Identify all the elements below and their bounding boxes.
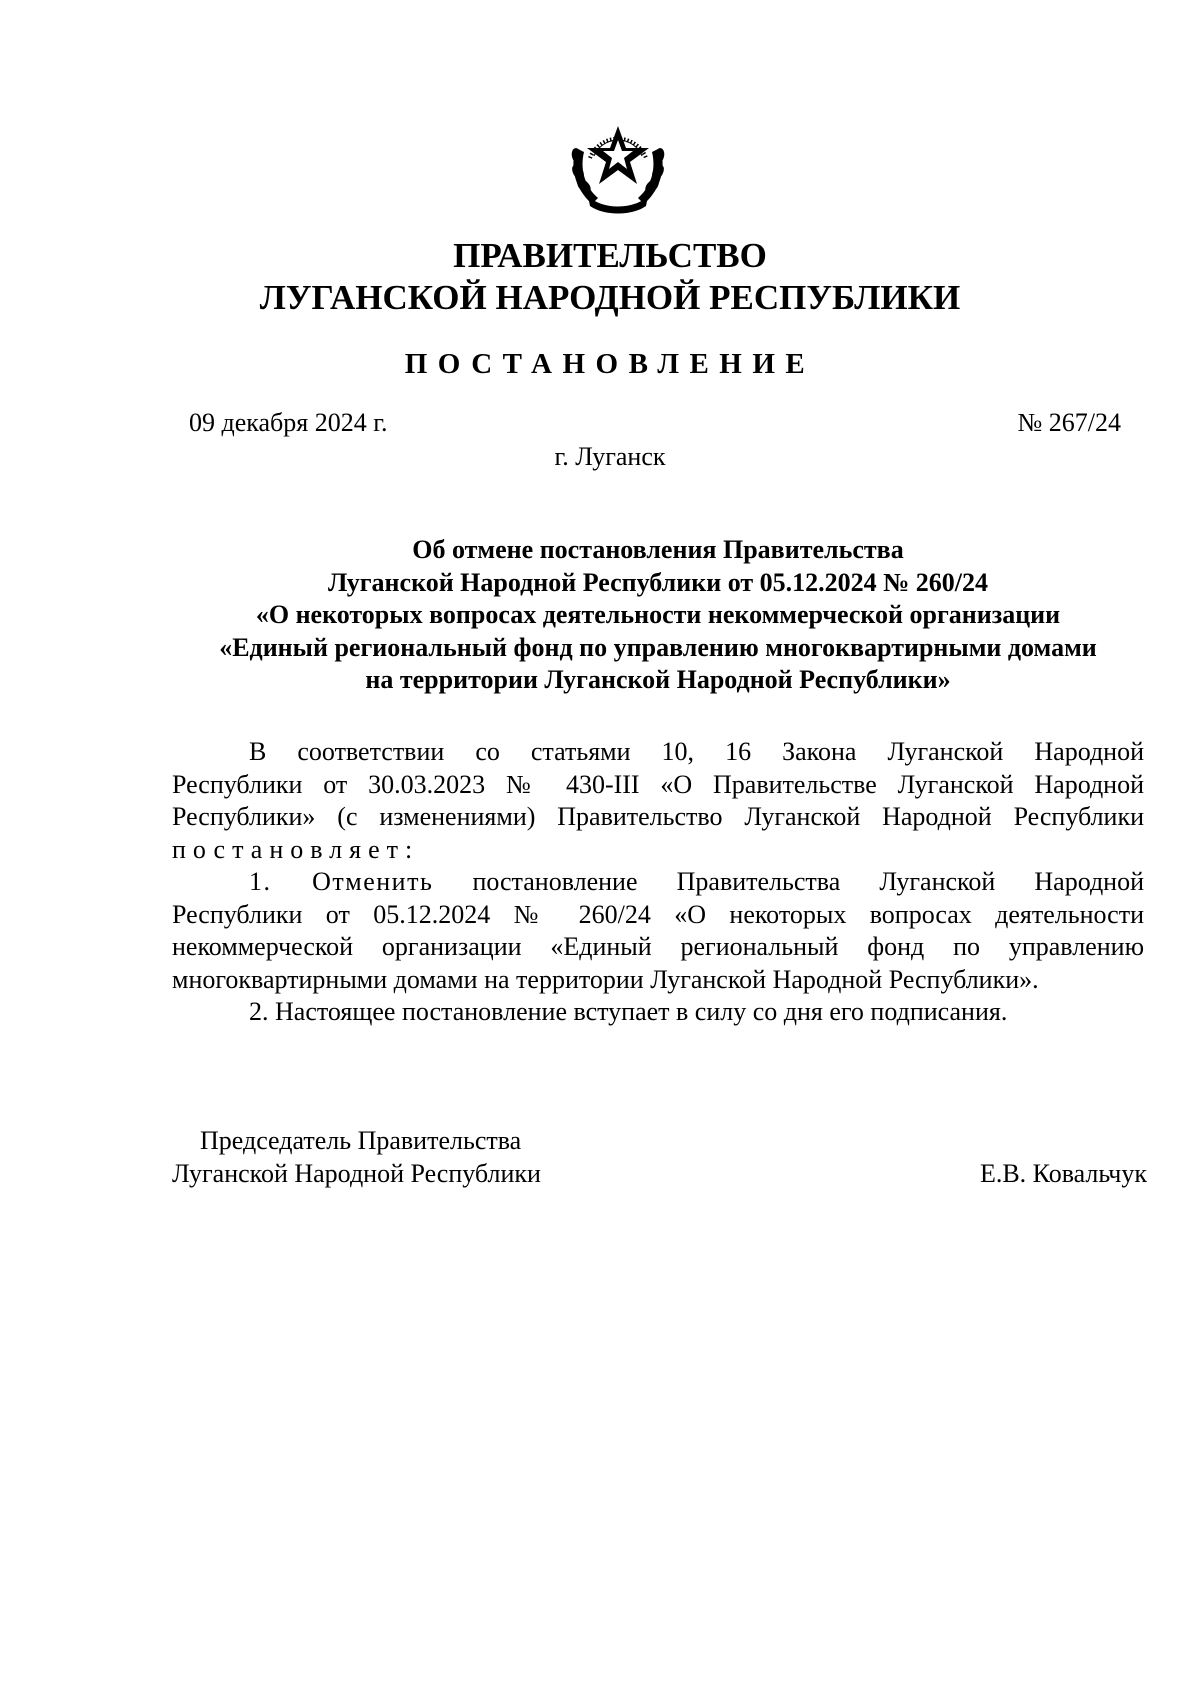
signatory-position [172,1124,541,1190]
title-line: «Единый региональный фонд по управлению многоквартирными домами [219,632,1097,662]
signatory-position-line1: Председатель Правительства [200,1126,522,1155]
document-number: № 267/24 [1017,408,1121,437]
document-date: 09 декабря 2024 г. [189,408,388,437]
organization-name-line2: ЛУГАНСКОЙ НАРОДНОЙ РЕСПУБЛИКИ [259,278,961,317]
title-line: на территории Луганской Народной Республики» [365,665,951,694]
title-line: Об отмене постановления Правительства [412,535,904,564]
preamble-line: Республики от 30.03.2023 № 430-III «О Правительстве Луганской Народной [172,769,1144,799]
item-1-line: Республики от 05.12.2024 № 260/24 «О некоторых вопросах деятельности [172,899,1144,929]
title-line: «О некоторых вопросах деятельности некоммерческой организации [255,600,1061,629]
resolves-word: постановляет: [172,834,420,864]
item-1-line1-rest: постановление Правительства Луганской Народной [472,867,1145,896]
preamble-line: В соответствии со статьями 10, 16 Закона Луганской Народной [249,737,1144,766]
document-type: ПОСТАНОВЛЕНИЕ [404,348,816,380]
item-1-prefix: 1. Отменить [249,867,434,896]
document-title [172,534,1144,697]
item-1-line: многоквартирными домами на территории Луганской Народной Республики». [172,964,1039,994]
lnr-coat-of-arms-icon [568,118,668,216]
preamble-line: Республики» (с изменениями) Правительство Луганской Народной Республики [172,802,1144,831]
signatory-position-line2: Луганской Народной Республики [172,1159,541,1188]
organization-name-line1: ПРАВИТЕЛЬСТВО [453,236,767,275]
title-line: Луганской Народной Республики от 05.12.2024 № 260/24 [328,567,988,597]
item-1-line [172,866,1144,899]
document-body [172,736,1144,1029]
item-2: 2. Настоящее постановление вступает в силу со дня его подписания. [249,997,1008,1026]
item-1-line: некоммерческой организации «Единый региональный фонд по управлению [172,932,1144,961]
document-city: г. Луганск [554,442,666,471]
signatory-name: Е.В. Ковальчук [979,1159,1147,1188]
